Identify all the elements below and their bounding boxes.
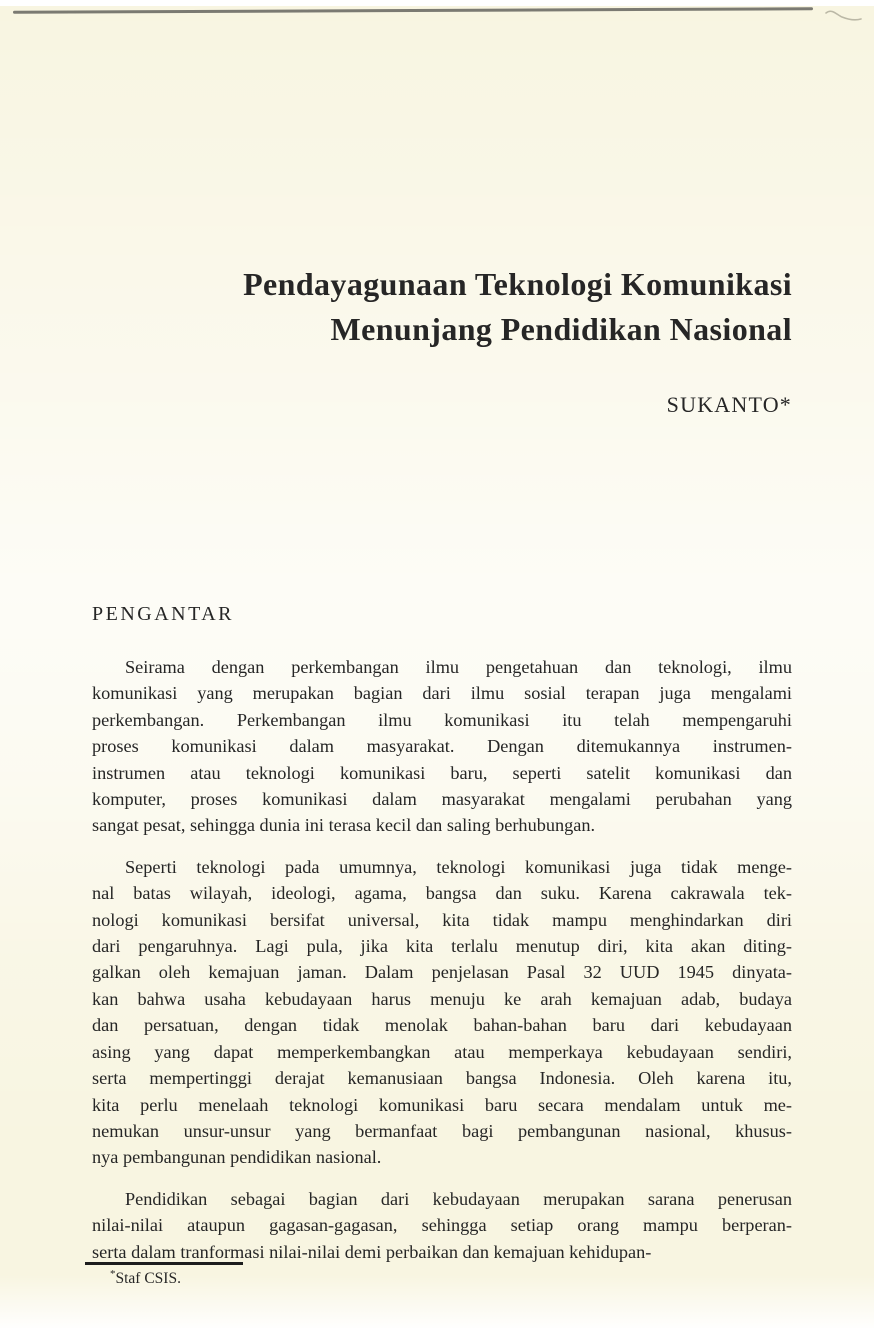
footnote-marker: * [110, 1267, 116, 1280]
body-paragraphs [92, 654, 792, 1280]
text-line: asing yang dapat memperkembangkan atau memperkaya kebudayaan sendiri, [92, 1041, 792, 1062]
text-line: proses komunikasi dalam masyarakat. Dengan ditemukannya instrumen- [92, 736, 792, 757]
article-title-line2: Menunjang Pendidikan Nasional [330, 311, 792, 347]
footnote-text [85, 1267, 243, 1288]
text-line: kan bahwa usaha kebudayaan harus menuju ke arah kemajuan adab, budaya [92, 988, 792, 1009]
text-line: dan persatuan, dengan tidak menolak bahan-bahan baru dari kebudayaan [92, 1015, 792, 1036]
section-heading: PENGANTAR [92, 603, 235, 625]
footnote [85, 1262, 243, 1288]
paragraph [92, 854, 792, 1171]
footnote-label: Staf CSIS. [115, 1270, 181, 1287]
text-line: galkan oleh kemajuan jaman. Dalam penjelasan Pasal 32 UUD 1945 dinyata- [92, 962, 792, 983]
paragraph [92, 1186, 792, 1265]
article-title [92, 262, 792, 352]
text-line: serta mempertinggi derajat kemanusiaan bangsa Indonesia. Oleh karena itu, [92, 1068, 792, 1089]
text-line: sangat pesat, sehingga dunia ini terasa kecil dan saling berhubungan. [92, 815, 596, 836]
text-line: dari pengaruhnya. Lagi pula, jika kita terlalu menutup diri, kita akan diting- [92, 936, 792, 957]
text-line: perkembangan. Perkembangan ilmu komunikasi itu telah mempengaruhi [92, 709, 792, 730]
scan-artifact-squiggle [824, 6, 864, 35]
text-line: Seperti teknologi pada umumnya, teknologi komunikasi juga tidak menge- [125, 856, 792, 877]
text-line: nya pembangunan pendidikan nasional. [92, 1147, 382, 1168]
paragraph [92, 654, 792, 839]
text-line: Pendidikan sebagai bagian dari kebudayaan merupakan sarana penerusan [125, 1188, 792, 1209]
text-line: nal batas wilayah, ideologi, agama, bangsa dan suku. Karena cakrawala tek- [92, 883, 792, 904]
text-line: nemukan unsur-unsur yang bermanfaat bagi pembangunan nasional, khusus- [92, 1120, 792, 1141]
footnote-divider [85, 1262, 243, 1265]
text-line: komunikasi yang merupakan bagian dari ilmu sosial terapan juga mengalami [92, 683, 792, 704]
text-line: instrumen atau teknologi komunikasi baru, seperti satelit komunikasi dan [92, 762, 792, 783]
text-line: Seirama dengan perkembangan ilmu pengetahuan dan teknologi, ilmu [125, 657, 792, 677]
text-line: kita perlu menelaah teknologi komunikasi baru secara mendalam untuk me- [92, 1094, 792, 1115]
text-line: komputer, proses komunikasi dalam masyarakat mengalami perubahan yang [92, 789, 792, 810]
text-line: nologi komunikasi bersifat universal, kita tidak mampu menghindarkan diri [92, 909, 792, 930]
article-title-line1: Pendayagunaan Teknologi Komunikasi [243, 266, 792, 302]
author-name: SUKANTO* [666, 392, 792, 417]
text-line: serta dalam tranformasi nilai-nilai demi perbaikan dan kemajuan kehidupan- [92, 1241, 652, 1262]
text-line: nilai-nilai ataupun gagasan-gagasan, sehingga setiap orang mampu berperan- [92, 1215, 792, 1236]
